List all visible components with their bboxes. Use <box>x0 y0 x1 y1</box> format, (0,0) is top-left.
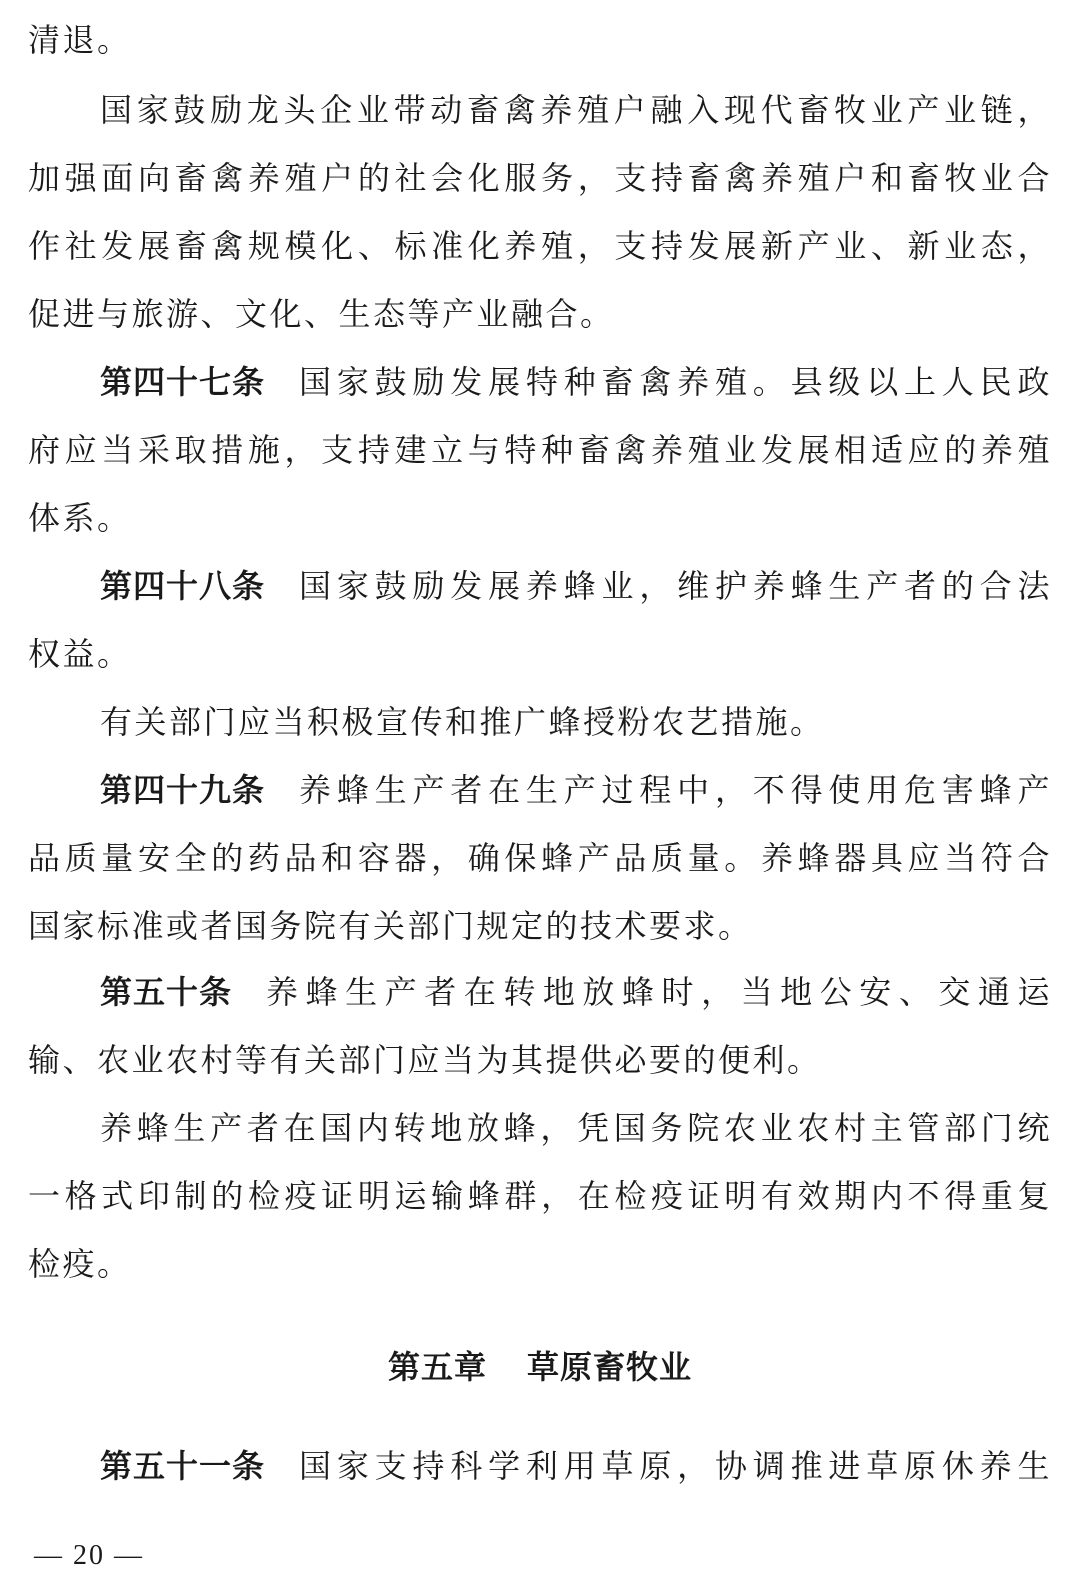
article-first-line <box>100 770 1052 810</box>
article-text: 国家支持科学利用草原，协调推进草原休养生 <box>299 1447 1052 1485</box>
page-number: — 20 — <box>34 1540 144 1571</box>
article-label: 第四十七条 <box>100 363 266 401</box>
chapter-heading <box>0 1342 1080 1388</box>
paragraph-line: 加强面向畜禽养殖户的社会化服务，支持畜禽养殖户和畜牧业合 <box>28 159 1052 197</box>
paragraph-line: 作社发展畜禽规模化、标准化养殖，支持发展新产业、新业态， <box>28 227 1052 265</box>
paragraph-line: 检疫。 <box>28 1245 132 1283</box>
article-text: 养蜂生产者在转地放蜂时，当地公安、交通运 <box>266 973 1052 1011</box>
paragraph-line: 国家标准或者国务院有关部门规定的技术要求。 <box>28 907 753 945</box>
paragraph-line: 促进与旅游、文化、生态等产业融合。 <box>28 295 615 333</box>
article-label: 第五十条 <box>100 973 233 1011</box>
article-text: 养蜂生产者在生产过程中，不得使用危害蜂产 <box>299 771 1052 809</box>
paragraph-line: 权益。 <box>28 635 132 673</box>
article-first-line <box>100 972 1052 1012</box>
paragraph-line: 国家鼓励龙头企业带动畜禽养殖户融入现代畜牧业产业链， <box>100 91 1052 129</box>
paragraph-line: 府应当采取措施，支持建立与特种畜禽养殖业发展相适应的养殖 <box>28 431 1052 469</box>
article-text: 国家鼓励发展养蜂业，维护养蜂生产者的合法 <box>299 567 1052 605</box>
chapter-number: 第五章 <box>387 1348 487 1386</box>
paragraph-line: 输、农业农村等有关部门应当为其提供必要的便利。 <box>28 1041 822 1079</box>
paragraph-line: 品质量安全的药品和容器，确保蜂产品质量。养蜂器具应当符合 <box>28 839 1052 877</box>
article-first-line <box>100 1446 1052 1486</box>
article-label: 第五十一条 <box>100 1447 266 1485</box>
article-label: 第四十八条 <box>100 567 266 605</box>
article-text: 国家鼓励发展特种畜禽养殖。县级以上人民政 <box>299 363 1052 401</box>
paragraph-line: 体系。 <box>28 499 132 537</box>
paragraph-line: 有关部门应当积极宣传和推广蜂授粉农艺措施。 <box>100 703 825 741</box>
article-first-line <box>100 362 1052 402</box>
article-first-line <box>100 566 1052 606</box>
paragraph-line: 清退。 <box>28 21 132 59</box>
chapter-title: 草原畜牧业 <box>527 1348 693 1386</box>
paragraph-line: 一格式印制的检疫证明运输蜂群，在检疫证明有效期内不得重复 <box>28 1177 1052 1215</box>
article-label: 第四十九条 <box>100 771 266 809</box>
paragraph-line: 养蜂生产者在国内转地放蜂，凭国务院农业农村主管部门统 <box>100 1109 1052 1147</box>
